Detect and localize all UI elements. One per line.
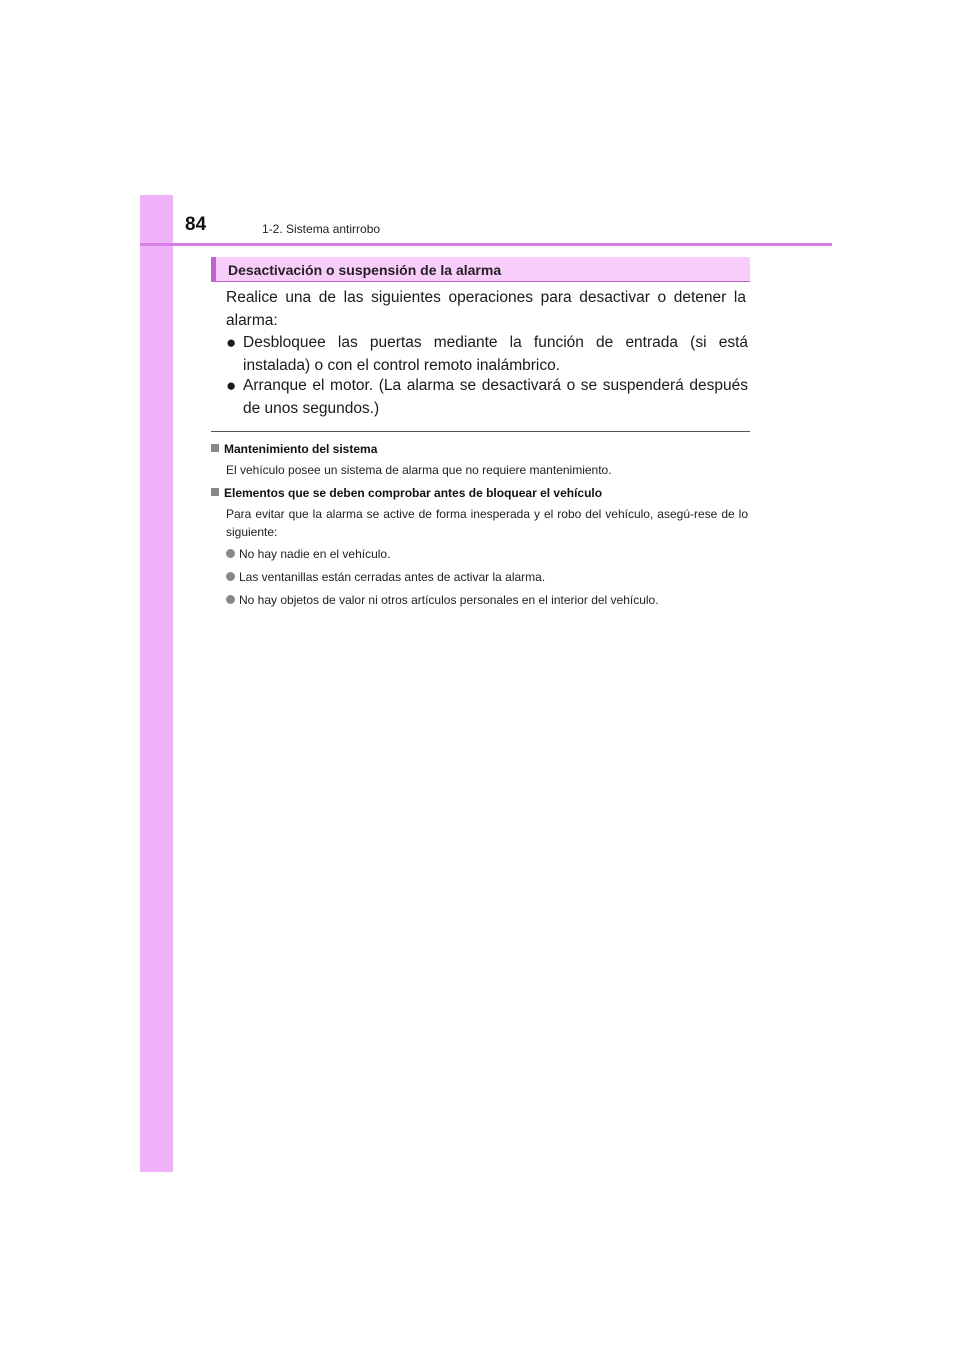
note-list-text: No hay objetos de valor ni otros artículos personales en el interior del vehículo. (239, 593, 659, 607)
note-title: Mantenimiento del sistema (224, 442, 378, 456)
notes-divider (211, 431, 750, 432)
note-body: El vehículo posee un sistema de alarma que no requiere mantenimiento. (226, 463, 612, 477)
section-heading-box (211, 257, 750, 282)
header-rule (140, 243, 832, 246)
note-list-text: Las ventanillas están cerradas antes de activar la alarma. (239, 570, 546, 584)
square-bullet-icon (211, 488, 219, 496)
list-item-text: Arranque el motor. (La alarma se desactivará o se suspenderá después de unos segundos.) (243, 377, 748, 417)
list-item (226, 331, 748, 377)
bullet-icon: ● (226, 333, 237, 352)
note-list-item (226, 591, 748, 609)
note-title: Elementos que se deben comprobar antes de bloquear el vehículo (224, 486, 603, 500)
note-heading (211, 486, 602, 500)
note-body: Para evitar que la alarma se active de forma inesperada y el robo del vehículo, asegú-rese de lo siguiente: (226, 507, 748, 539)
bullet-icon: ● (226, 376, 237, 395)
gray-dot-icon (226, 549, 235, 558)
intro-paragraph: Realice una de las siguientes operaciones para desactivar o detener la alarma: (226, 289, 746, 329)
gray-dot-icon (226, 595, 235, 604)
note-list-item (226, 568, 748, 586)
note-list-text: No hay nadie en el vehículo. (239, 547, 391, 561)
section-heading: Desactivación o suspensión de la alarma (228, 262, 502, 278)
square-bullet-icon (211, 444, 219, 452)
section-title: 1-2. Sistema antirrobo (262, 222, 381, 236)
gray-dot-icon (226, 572, 235, 581)
list-item-text: Desbloquee las puertas mediante la función de entrada (si está instalada) o con el control remoto inalámbrico. (243, 334, 748, 374)
page-number: 84 (185, 214, 207, 235)
note-heading (211, 442, 377, 456)
list-item (226, 374, 748, 420)
side-color-band (140, 195, 173, 1172)
note-list-item (226, 545, 748, 563)
